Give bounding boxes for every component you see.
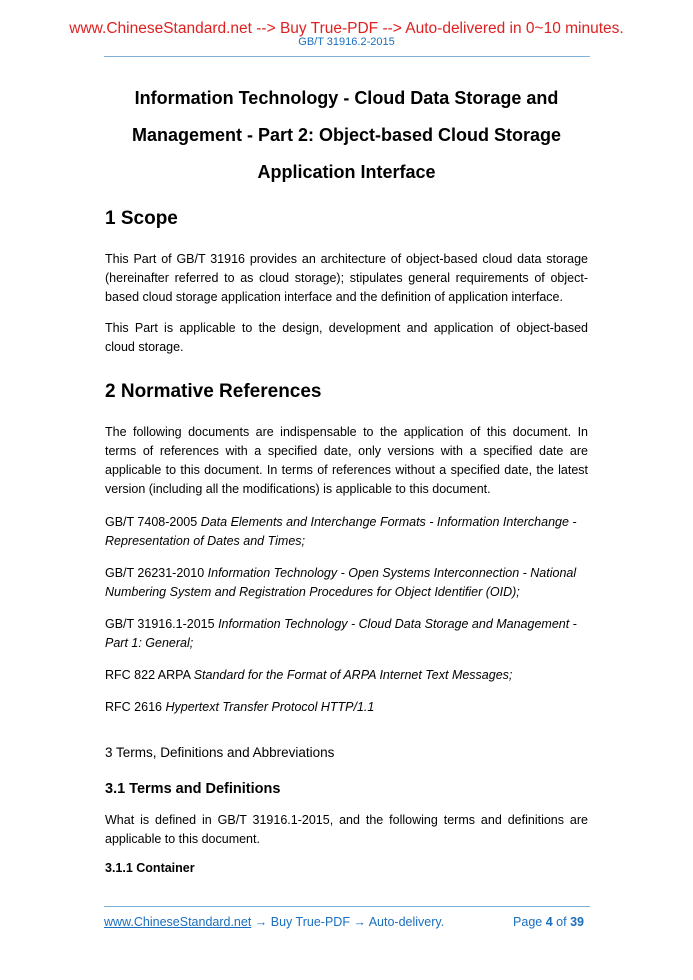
reference-code: RFC 822 ARPA <box>105 668 191 682</box>
footer-delivery-text: Auto-delivery. <box>368 915 445 929</box>
reference-code: GB/T 7408-2005 <box>105 515 198 529</box>
reference-item <box>105 698 588 717</box>
reference-title: Hypertext Transfer Protocol HTTP/1.1 <box>165 700 375 714</box>
reference-code: RFC 2616 <box>105 700 162 714</box>
scope-paragraph-1: This Part of GB/T 31916 provides an architecture of object-based cloud data storage (hereinafter referred to as cloud storage); stipulates general requirements of object-based cloud storage application interface and the definition of application interface. <box>105 252 588 304</box>
footer-buy-link[interactable]: Buy True-PDF <box>270 915 350 929</box>
page-label: Page <box>513 915 543 929</box>
reference-item <box>105 615 588 653</box>
reference-title: Data Elements and Interchange Formats - Information Interchange - Representation of Dates and Times; <box>105 515 577 548</box>
reference-code: GB/T 26231-2010 <box>105 566 205 580</box>
document-title <box>90 80 603 191</box>
reference-item <box>105 564 588 602</box>
document-number: GB/T 31916.2-2015 <box>298 36 395 48</box>
reference-title: Information Technology - Cloud Data Storage and Management - Part 1: General; <box>105 617 577 650</box>
subsection-3-1-heading: 3.1 Terms and Definitions <box>105 781 281 797</box>
title-line-2: Management - Part 2: Object-based Cloud Storage <box>131 125 562 145</box>
of-label: of <box>556 915 567 929</box>
footer-divider <box>104 906 590 907</box>
page-number: 4 <box>545 915 553 929</box>
reference-item <box>105 513 588 551</box>
document-body <box>105 206 588 878</box>
promo-banner[interactable]: www.ChineseStandard.net --> Buy True-PDF --> Auto-delivered in 0~10 minutes. <box>69 20 624 37</box>
section-3-heading: 3 Terms, Definitions and Abbreviations <box>105 745 335 760</box>
arrow-icon: → <box>251 915 271 929</box>
reference-code: GB/T 31916.1-2015 <box>105 617 215 631</box>
page-indicator <box>513 915 584 929</box>
reference-title: Information Technology - Open Systems Interconnection - National Numbering System and Registration Procedures for Object Identifier (OID); <box>105 566 577 599</box>
reference-item <box>105 666 588 685</box>
title-line-1: Information Technology - Cloud Data Storage and <box>134 88 559 108</box>
total-pages: 39 <box>570 915 584 929</box>
term-3-1-1-heading: 3.1.1 Container <box>105 861 195 875</box>
footer-site-link[interactable]: www.ChineseStandard.net <box>104 915 252 929</box>
title-line-3: Application Interface <box>257 162 436 182</box>
section-2-heading: 2 Normative References <box>105 381 322 402</box>
reference-title: Standard for the Format of ARPA Internet Text Messages; <box>193 668 513 682</box>
section-1-heading: 1 Scope <box>105 208 178 229</box>
arrow-icon: → <box>349 915 369 929</box>
footer-links <box>104 915 444 929</box>
page-footer <box>104 915 590 929</box>
scope-paragraph-2: This Part is applicable to the design, development and application of object-based cloud storage. <box>105 321 588 354</box>
references-intro: The following documents are indispensable to the application of this document. In terms of references with a specified date, only versions with a specified date are applicable to this document. In terms of references without a specified date, the latest version (including all the modifications) is applicable to this document. <box>105 425 588 496</box>
header-divider <box>104 56 590 57</box>
terms-intro: What is defined in GB/T 31916.1-2015, and the following terms and definitions are applicable to this document. <box>105 813 588 846</box>
